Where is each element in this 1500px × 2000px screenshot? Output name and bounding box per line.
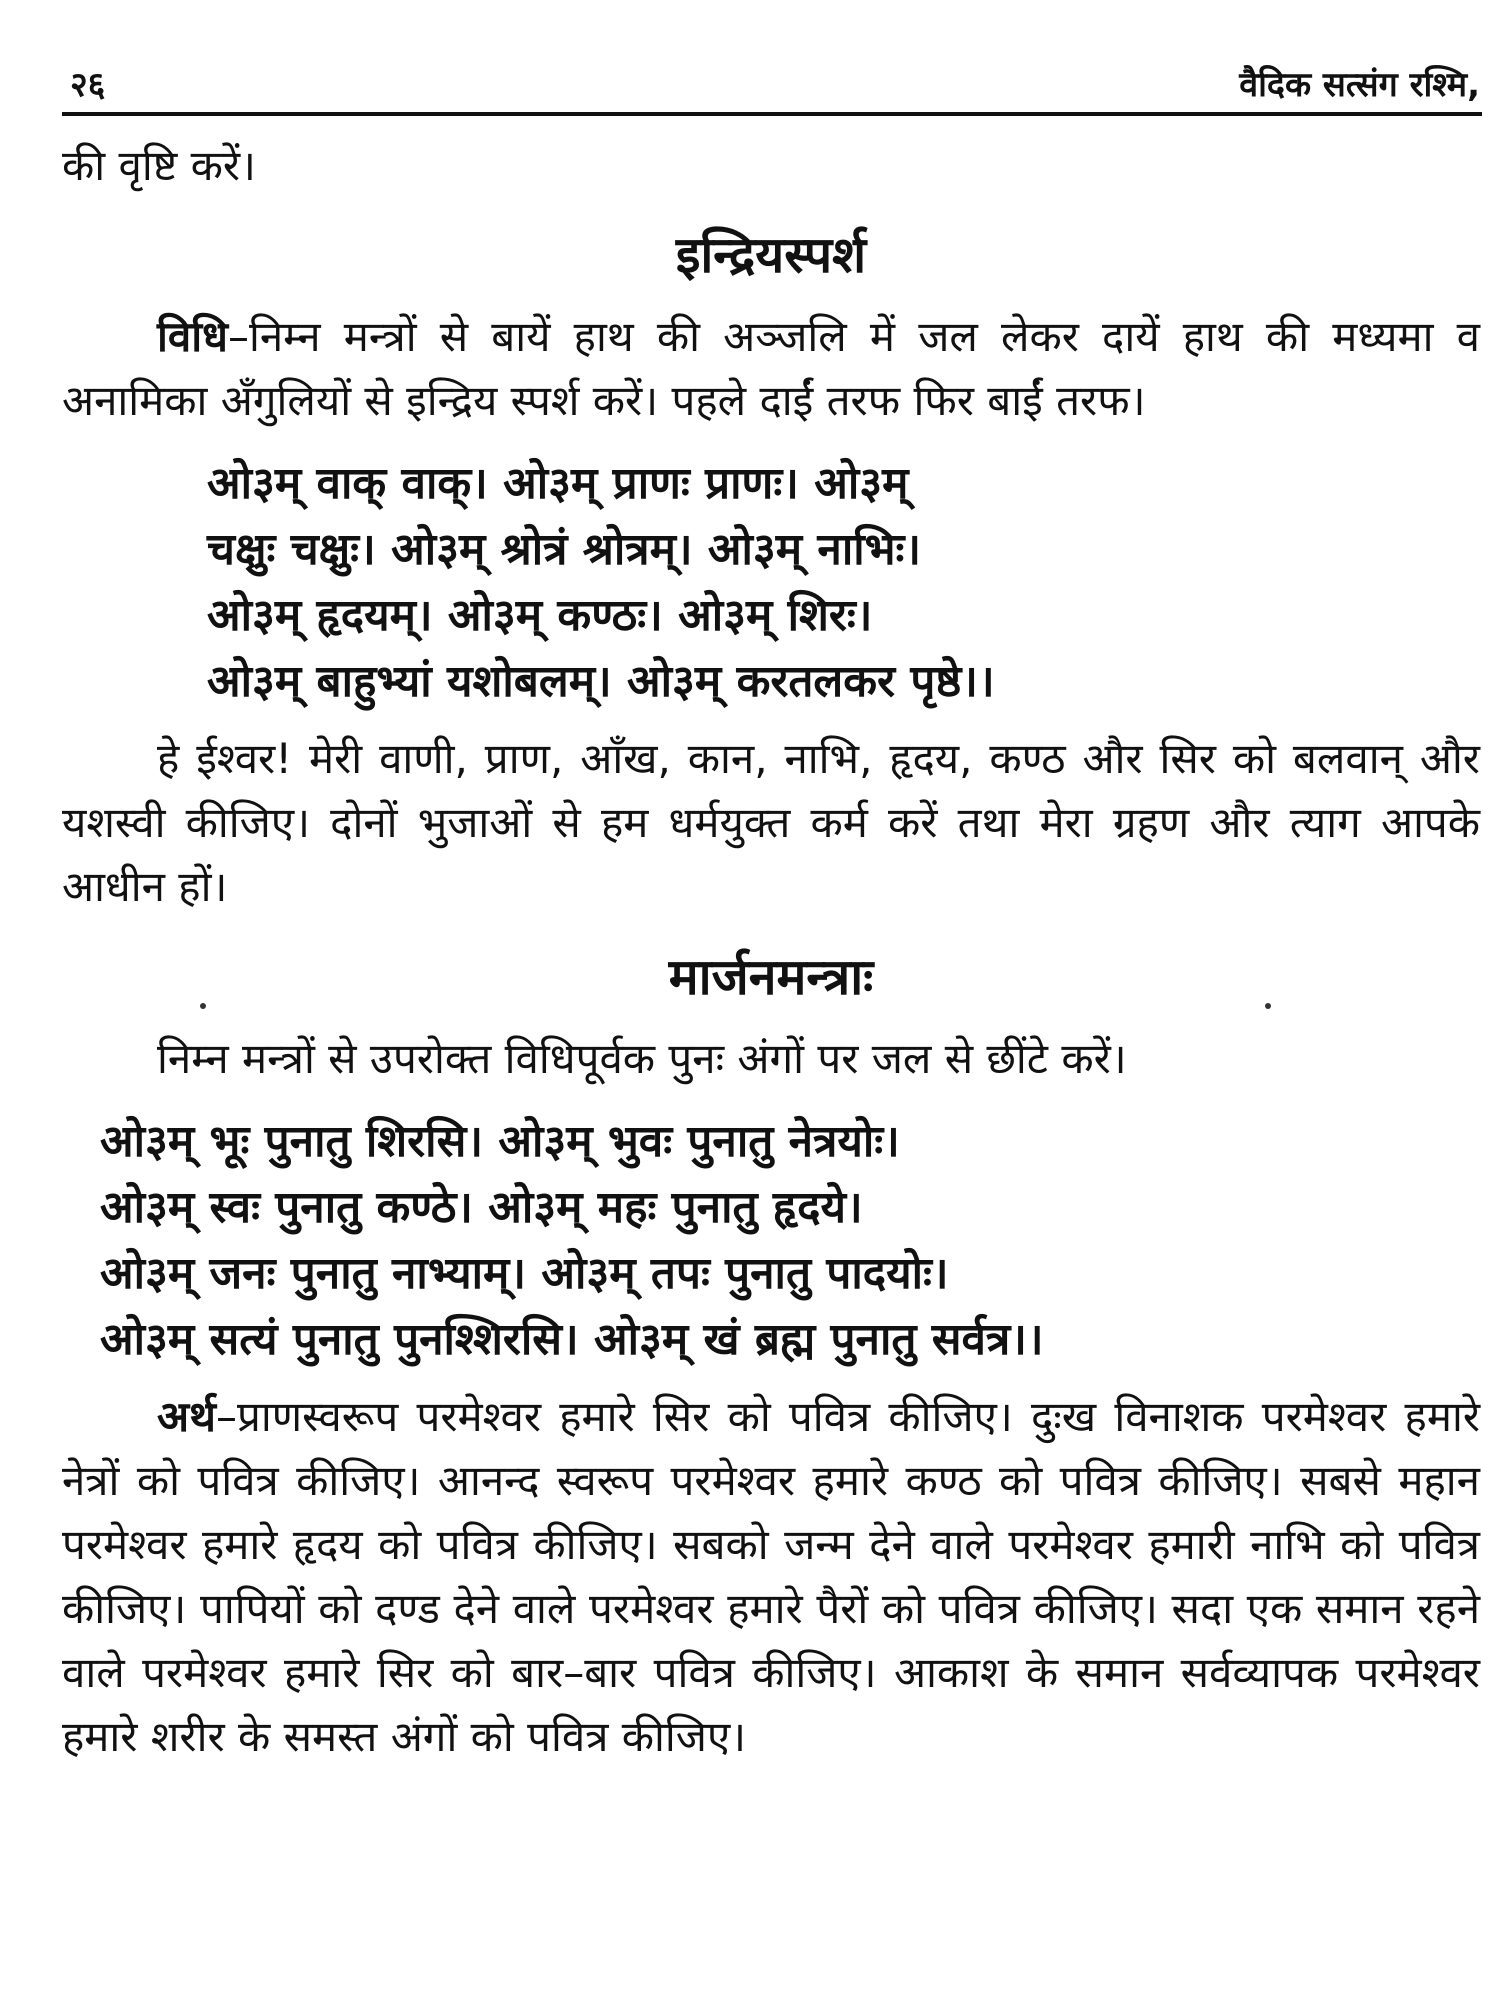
vidhi-label: विधि [157, 312, 228, 361]
artha-text: –प्राणस्वरूप परमेश्वर हमारे सिर को पवित्र कीजिए। दुःख विनाशक परमेश्वर हमारे नेत्रों को पवित्र कीजिए। आनन्द स्वरूप परमेश्वर हमारे कण्ठ को पवित्र कीजिए। सबसे महान परमेश्वर हमारे हृदय को पवित्र कीजिए। सबको जन्म देने वाले परमेश्वर हमारी नाभि को पवित्र कीजिए। पापियों को दण्ड देने वाले परमेश्वर हमारे पैरों को पवित्र कीजिए। सदा एक समान रहने वाले परमेश्वर हमारे सिर को बार–बार पवित्र कीजिए। आकाश के समान सर्वव्यापक परमेश्वर हमारे शरीर के समस्त अंगों को पवित्र कीजिए। [62, 1392, 1481, 1761]
mantra-line: चक्षुः चक्षुः। ओ३म् श्रोत्रं श्रोत्रम्। ओ३म् नाभिः। [207, 524, 922, 575]
continued-line: की वृष्टि करें। [62, 141, 256, 190]
section-indriya-sparsh [62, 215, 1480, 919]
mantra-line: ओ३म् वाक् वाक्। ओ३म् प्राणः प्राणः। ओ३म् [207, 458, 909, 509]
scan-speck [200, 1003, 206, 1009]
mantra-block [62, 451, 1480, 715]
meaning-paragraph: हे ईश्वर! मेरी वाणी, प्राण, आँख, कान, नाभि, हृदय, कण्ठ और सिर को बलवान् और यशस्वी कीजिए। दोनों भुजाओं से हम धर्मयुक्त कर्म करें तथा मेरा ग्रहण और त्याग आपके आधीन हों। [62, 734, 1480, 911]
vidhi-paragraph [62, 305, 1480, 433]
section-marjan-mantra [62, 937, 1480, 1769]
scan-speck [1265, 1003, 1271, 1009]
mantra-line: ओ३म् सत्यं पुनातु पुनश्शिरसि। ओ३म् खं ब्रह्म पुनातु सर्वत्र।। [100, 1314, 1044, 1365]
mantra-line: ओ३म् हृदयम्। ओ३म् कण्ठः। ओ३म् शिरः। [207, 590, 873, 641]
page-header [70, 60, 1480, 112]
header-rule [62, 112, 1482, 116]
instruction-paragraph: निम्न मन्त्रों से उपरोक्त विधिपूर्वक पुनः अंगों पर जल से छींटे करें। [157, 1034, 1127, 1083]
artha-label: अर्थ [157, 1392, 216, 1441]
mantra-line: ओ३म् स्वः पुनातु कण्ठे। ओ३म् महः पुनातु हृदये। [100, 1182, 863, 1233]
section-heading: मार्जनमन्त्राः [668, 948, 874, 1006]
mantra-line: ओ३म् बाहुभ्यां यशोबलम्। ओ३म् करतलकर पृष्ठे।। [207, 656, 995, 707]
vidhi-text: –निम्न मन्त्रों से बायें हाथ की अञ्जलि में जल लेकर दायें हाथ की मध्यमा व अनामिका अँगुलियों से इन्द्रिय स्पर्श करें। पहले दाईं तरफ फिर बाईं तरफ। [62, 312, 1480, 425]
page-number: २६ [70, 65, 106, 105]
mantra-line: ओ३म् जनः पुनातु नाभ्याम्। ओ३म् तपः पुनातु पादयोः। [100, 1248, 949, 1299]
running-title: वैदिक सत्संग रश्मि, [1239, 65, 1480, 105]
mantra-line: ओ३म् भूः पुनातु शिरसि। ओ३म् भुवः पुनातु नेत्रयोः। [100, 1116, 900, 1167]
page-body [62, 135, 1480, 1769]
mantra-block [62, 1109, 1480, 1373]
artha-paragraph [62, 1385, 1480, 1769]
section-heading: इन्द्रियस्पर्श [675, 226, 867, 284]
